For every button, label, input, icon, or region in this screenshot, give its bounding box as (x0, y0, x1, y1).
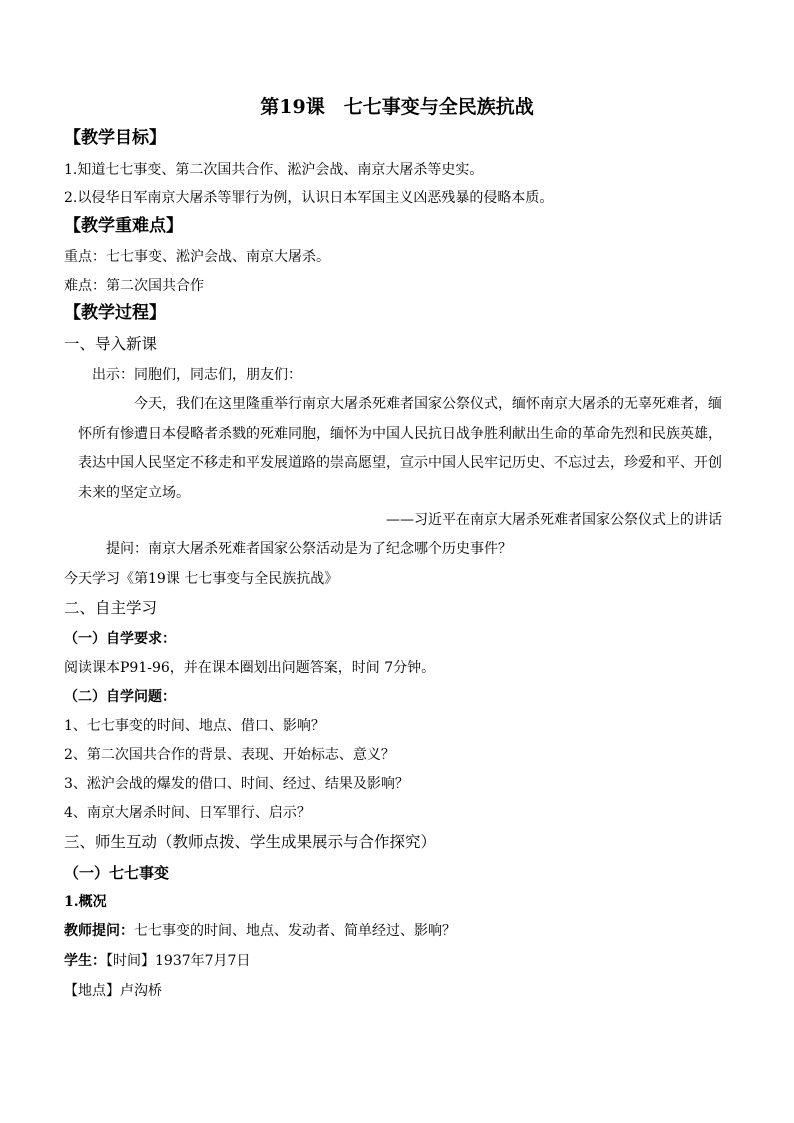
lesson-intro: 今天学习《第19课 七七事变与全民族抗战》 (64, 571, 339, 587)
teacher-label: 教师提问： (64, 923, 134, 939)
student-time-text: 【时间】1937年7月7日 (106, 953, 251, 969)
question-text: 提问：南京大屠杀死难者国家公祭活动是为了纪念哪个历史事件？ (106, 541, 512, 557)
process-heading: 【教学过程】 (64, 303, 166, 323)
focus-text: 重点：七七事变、淞沪会战、南京大屠杀。 (64, 249, 330, 265)
place-text: 【地点】卢沟桥 (64, 983, 162, 999)
difficulty-text: 难点：第二次国共合作 (64, 278, 204, 294)
question-item-3: 3、淞沪会战的爆发的借口、时间、经过、结果及影响？ (64, 776, 409, 792)
goal-item-1: 1.知道七七事变、第二次国共合作、淞沪会战、南京大屠杀等史实。 (64, 162, 484, 178)
question-item-4: 4、南京大屠杀时间、日军罪行、启示？ (64, 805, 311, 821)
goals-heading: 【教学目标】 (64, 128, 166, 148)
question-item-1: 1、七七事变的时间、地点、借口、影响？ (64, 718, 325, 734)
key-points-heading: 【教学重难点】 (64, 216, 183, 236)
overview-heading: 1.概况 (64, 894, 107, 910)
part1-heading: 一、导入新课 (64, 335, 158, 353)
teacher-question-line (64, 921, 456, 941)
self-study-requirement-text: 阅读课本P91-96，并在课本圈划出问题答案，时间 7分钟。 (64, 660, 436, 676)
student-label: 学生： (64, 953, 106, 969)
teacher-question-text: 七七事变的时间、地点、发动者、简单经过、影响？ (134, 923, 456, 939)
self-study-requirement-heading: （一）自学要求： (64, 631, 176, 647)
question-item-2: 2、第二次国共合作的背景、表现、开始标志、意义？ (64, 747, 395, 763)
quote-source: ——习近平在南京大屠杀死难者国家公祭仪式上的讲话 (386, 512, 722, 528)
marco-polo-incident-heading: （一）七七事变 (64, 864, 170, 882)
self-study-questions-heading: （二）自学问题： (64, 689, 176, 705)
show-text: 出示：同胞们，同志们，朋友们： (92, 367, 302, 383)
part2-heading: 二、自主学习 (64, 599, 158, 617)
page-title: 第19课 七七事变与全民族抗战 (260, 96, 534, 118)
quote-paragraph: 今天，我们在这里隆重举行南京大屠杀死难者国家公祭仪式，缅怀南京大屠杀的无辜死难者，缅怀所有惨遭日本侵略者杀戮的死难同胞，缅怀为中国人民抗日战争胜利献出生命的革命先烈和民族英雄，表达中国人民坚定不移走和平发展道路的崇高愿望，宣示中国人民牢记历史、不忘过去，珍爱和平、开创未来的坚定立场。 (78, 396, 722, 501)
student-answer-line (64, 951, 250, 971)
goal-item-2: 2.以侵华日军南京大屠杀等罪行为例，认识日本军国主义凶恶残暴的侵略本质。 (64, 190, 554, 206)
part3-heading: 三、师生互动（教师点拨、学生成果展示与合作探究） (64, 833, 437, 851)
